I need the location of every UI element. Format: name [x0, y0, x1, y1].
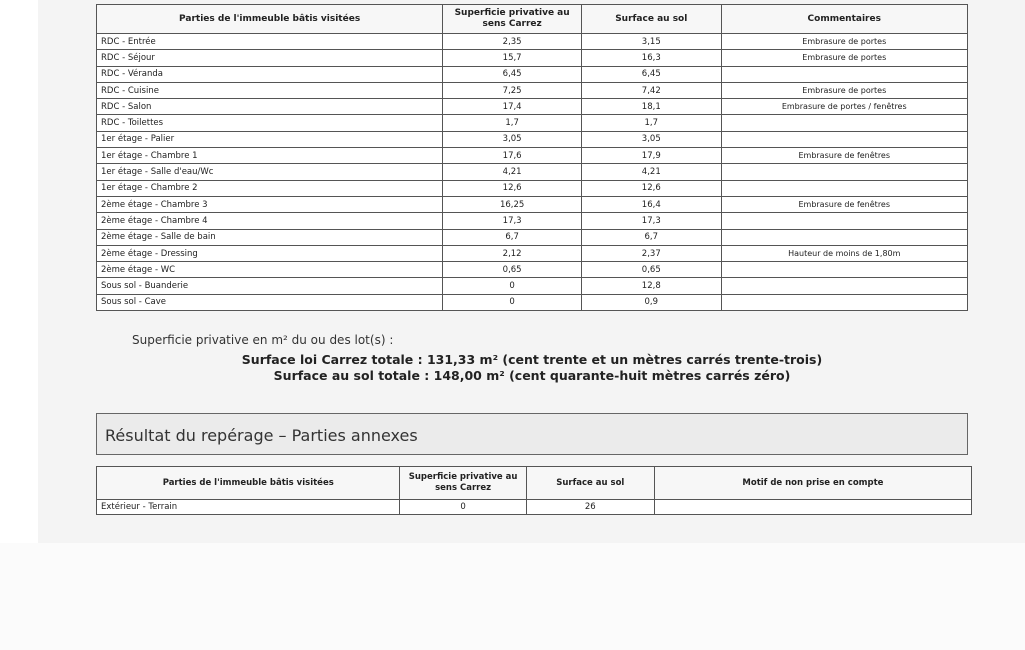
- header-parts: Parties de l'immeuble bâtis visitées: [97, 5, 443, 34]
- cell-sol: 3,15: [582, 34, 721, 50]
- cell-comment: [721, 66, 968, 82]
- cell-part: RDC - Salon: [97, 99, 443, 115]
- annex-header-motif: Motif de non prise en compte: [654, 467, 971, 500]
- table-row: [97, 148, 968, 164]
- cell-comment: [721, 294, 968, 310]
- cell-sol: 4,21: [582, 164, 721, 180]
- cell-carrez: 17,4: [443, 99, 582, 115]
- cell-comment: Embrasure de fenêtres: [721, 148, 968, 164]
- carrez-total: Surface loi Carrez totale : 131,33 m² (cent trente et un mètres carrés trente-trois): [241, 352, 823, 367]
- cell-sol: 6,45: [582, 66, 721, 82]
- cell-carrez: 1,7: [443, 115, 582, 131]
- cell-part: Extérieur - Terrain: [97, 500, 400, 515]
- cell-part: RDC - Véranda: [97, 66, 443, 82]
- cell-part: 1er étage - Chambre 1: [97, 148, 443, 164]
- cell-comment: Hauteur de moins de 1,80m: [721, 245, 968, 261]
- cell-part: RDC - Cuisine: [97, 82, 443, 98]
- cell-part: RDC - Séjour: [97, 50, 443, 66]
- cell-comment: Embrasure de portes: [721, 82, 968, 98]
- table-row: [97, 500, 972, 515]
- cell-carrez: 12,6: [443, 180, 582, 196]
- cell-comment: [721, 262, 968, 278]
- cell-sol: 7,42: [582, 82, 721, 98]
- header-carrez: Superficie privative au sens Carrez: [443, 5, 582, 34]
- cell-part: Sous sol - Buanderie: [97, 278, 443, 294]
- cell-carrez: 4,21: [443, 164, 582, 180]
- cell-part: 1er étage - Chambre 2: [97, 180, 443, 196]
- cell-carrez: 17,6: [443, 148, 582, 164]
- cell-sol: 16,3: [582, 50, 721, 66]
- annex-header-parts: Parties de l'immeuble bâtis visitées: [97, 467, 400, 500]
- cell-carrez: 0: [443, 294, 582, 310]
- cell-part: 2ème étage - Chambre 3: [97, 196, 443, 212]
- privative-label: Superficie privative en m² du ou des lot(s) :: [132, 333, 394, 347]
- cell-part: RDC - Entrée: [97, 34, 443, 50]
- table-row: [97, 278, 968, 294]
- table-row: [97, 213, 968, 229]
- cell-comment: Embrasure de portes / fenêtres: [721, 99, 968, 115]
- cell-sol: 16,4: [582, 196, 721, 212]
- table-row: [97, 131, 968, 147]
- cell-comment: [721, 164, 968, 180]
- cell-sol: 17,9: [582, 148, 721, 164]
- table-row: [97, 82, 968, 98]
- annex-table-header: [97, 467, 972, 500]
- cell-sol: 0,9: [582, 294, 721, 310]
- cell-comment: Embrasure de portes: [721, 50, 968, 66]
- cell-sol: 3,05: [582, 131, 721, 147]
- cell-sol: 6,7: [582, 229, 721, 245]
- table-row: [97, 99, 968, 115]
- cell-comment: [721, 213, 968, 229]
- cell-part: 2ème étage - WC: [97, 262, 443, 278]
- cell-sol: 2,37: [582, 245, 721, 261]
- annex-section-header: [96, 413, 968, 455]
- cell-carrez: 7,25: [443, 82, 582, 98]
- cell-sol: 26: [526, 500, 654, 515]
- cell-comment: [721, 115, 968, 131]
- table-row: [97, 50, 968, 66]
- table-row: [97, 66, 968, 82]
- annex-header-carrez: Superficie privative au sens Carrez: [400, 467, 526, 500]
- cell-part: RDC - Toilettes: [97, 115, 443, 131]
- cell-carrez: 2,35: [443, 34, 582, 50]
- cell-comment: [721, 229, 968, 245]
- table-row: [97, 34, 968, 50]
- table-row: [97, 262, 968, 278]
- cell-carrez: 0,65: [443, 262, 582, 278]
- cell-motif: [654, 500, 971, 515]
- scan-margin: [0, 543, 1025, 650]
- surface-table-header: [97, 5, 968, 34]
- surface-table: [96, 4, 968, 311]
- header-sol: Surface au sol: [582, 5, 721, 34]
- cell-comment: [721, 131, 968, 147]
- header-comments: Commentaires: [721, 5, 968, 34]
- table-row: [97, 196, 968, 212]
- cell-carrez: 0: [400, 500, 526, 515]
- cell-carrez: 16,25: [443, 196, 582, 212]
- table-row: [97, 164, 968, 180]
- cell-carrez: 2,12: [443, 245, 582, 261]
- table-row: [97, 229, 968, 245]
- cell-part: 1er étage - Salle d'eau/Wc: [97, 164, 443, 180]
- cell-part: 2ème étage - Dressing: [97, 245, 443, 261]
- cell-carrez: 0: [443, 278, 582, 294]
- annex-section-title: Résultat du repérage – Parties annexes: [105, 426, 418, 445]
- sol-total: Surface au sol totale : 148,00 m² (cent quarante-huit mètres carrés zéro): [273, 368, 791, 383]
- cell-carrez: 15,7: [443, 50, 582, 66]
- cell-sol: 12,8: [582, 278, 721, 294]
- cell-comment: Embrasure de fenêtres: [721, 196, 968, 212]
- cell-part: Sous sol - Cave: [97, 294, 443, 310]
- annex-header-sol: Surface au sol: [526, 467, 654, 500]
- cell-sol: 0,65: [582, 262, 721, 278]
- table-row: [97, 115, 968, 131]
- cell-part: 2ème étage - Chambre 4: [97, 213, 443, 229]
- cell-comment: [721, 180, 968, 196]
- cell-carrez: 6,45: [443, 66, 582, 82]
- annex-table: [96, 466, 972, 515]
- cell-part: 2ème étage - Salle de bain: [97, 229, 443, 245]
- cell-sol: 1,7: [582, 115, 721, 131]
- cell-carrez: 6,7: [443, 229, 582, 245]
- cell-part: 1er étage - Palier: [97, 131, 443, 147]
- cell-carrez: 17,3: [443, 213, 582, 229]
- cell-sol: 17,3: [582, 213, 721, 229]
- cell-carrez: 3,05: [443, 131, 582, 147]
- table-row: [97, 294, 968, 310]
- table-row: [97, 180, 968, 196]
- table-row: [97, 245, 968, 261]
- cell-sol: 18,1: [582, 99, 721, 115]
- cell-sol: 12,6: [582, 180, 721, 196]
- cell-comment: [721, 278, 968, 294]
- cell-comment: Embrasure de portes: [721, 34, 968, 50]
